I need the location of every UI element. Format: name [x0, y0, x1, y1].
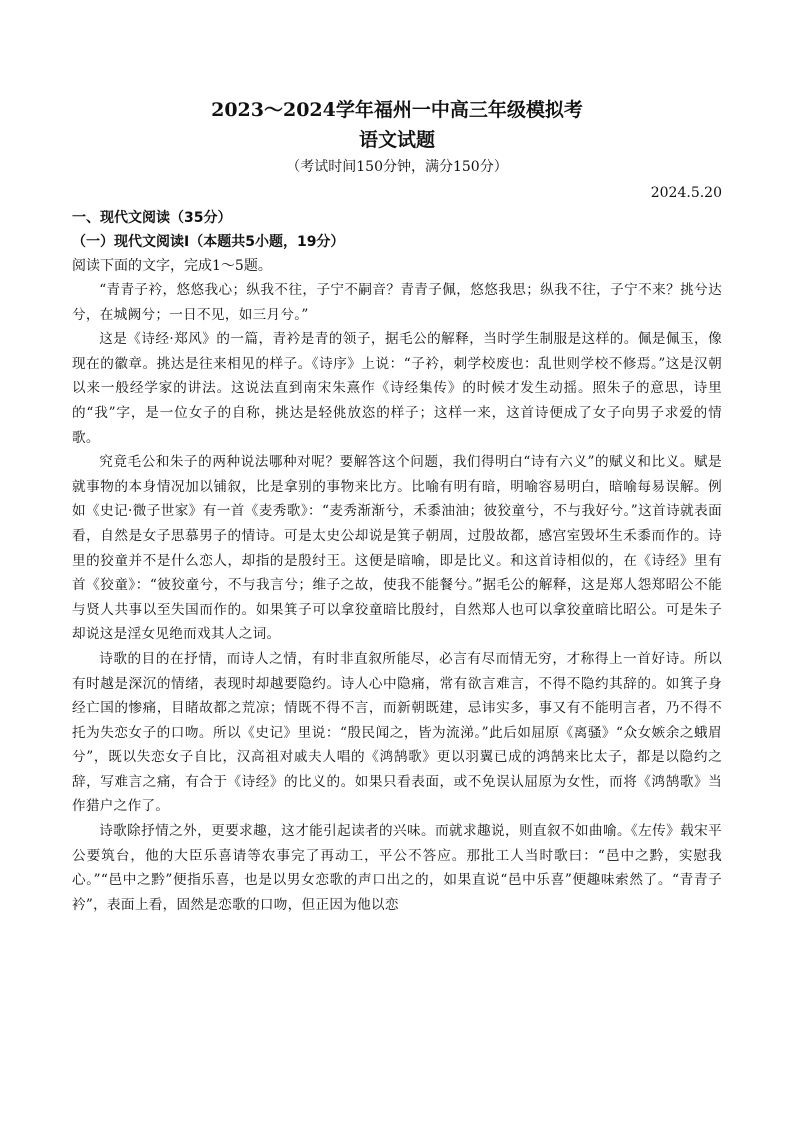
- exam-date: 2024.5.20: [650, 185, 722, 201]
- exam-time-note: （考试时间150分钟，满分150分）: [286, 159, 508, 175]
- section-heading: 一、现代文阅读（35分）: [72, 210, 232, 226]
- passage-paragraph: 这是《诗经·郑风》的一篇，青衿是青的领子，据毛公的解释，当时学生制服是这样的。佩是佩玉，像现在的徽章。挑达是往来相见的样子。《诗序》上说：“子衿，刺学校废也：乱世则学校不修焉。”这是汉朝以来一般经学家的讲法。这说法直到南宋朱熹作《诗经集传》的时候才发生动摇。照朱子的意思，诗里的“我”字，是一位女子的自称，挑达是轻佻放恣的样子；这样一来，这首诗便成了女子向男子求爱的情歌。: [72, 331, 722, 446]
- passage-paragraph: 究竟毛公和朱子的两种说法哪种对呢？要解答这个问题，我们得明白“诗有六义”的赋义和比义。赋是就事物的本身情况加以铺叙，比是拿别的事物来比方。比喻有明有暗，明喻容易明白，暗喻每易误解。例如《史记·微子世家》有一首《麦秀歌》：“麦秀渐渐兮，禾黍油油；彼狡童兮，不与我好兮。”这首诗就表面看，自然是女子思慕男子的情诗。可是太史公却说是箕子朝周，过殷故都，感宫室毁坏生禾黍而作的。诗里的狡童并不是什么恋人，却指的是殷纣王。这便是暗喻，即是比义。和这首诗相似的，在《诗经》里有首《狡童》：“彼狡童兮，不与我言兮；维子之故，使我不能餐兮。”据毛公的解释，这是郑人怨郑昭公不能与贤人共事以至失国而作的。如果箕子可以拿狡童暗比殷纣，自然郑人也可以拿狡童暗比昭公。可是朱子却说这是淫女见绝而戏其人之词。: [72, 454, 722, 643]
- document-page: [72, 96, 722, 917]
- passage-paragraph: 诗歌除抒情之外，更要求趣，这才能引起读者的兴味。而就求趣说，则直叙不如曲喻。《左传》载宋平公要筑台，他的大臣乐喜请等农事完了再动工，平公不答应。那批工人当时歌曰：“邑中之黔，实慰我心。”“邑中之黔”便指乐喜，也是以男女恋歌的声口出之的，如果直说“邑中乐喜”便趣味索然了。“青青子衿”，表面上看，固然是恋歌的口吻，但正因为他以恋: [72, 823, 722, 913]
- passage-paragraph: 诗歌的目的在抒情，而诗人之情，有时非直叙所能尽，必言有尽而情无穷，才称得上一首好诗。所以有时越是深沉的情绪，表现时却越要隐约。诗人心中隐痛，常有欲言难言，不得不隐约其辞的。如箕子身经亡国的惨痛，目睹故都之荒凉；情既不得不言，而新朝既建，忌讳实多，事又有不能明言者，乃不得不托为失恋女子的口吻。所以《史记》里说：“殷民闻之，皆为流涕。”此后如屈原《离骚》“众女嫉余之蛾眉兮”，既以失恋女子自比，汉高祖对戚夫人唱的《鸿鹄歌》更以羽翼已成的鸿鹄来比太子，都是以隐约之辞，写难言之痛，有合于《诗经》的比义的。如果只看表面，或不免误认屈原为女性，而将《鸿鹄歌》当作猎户之作了。: [72, 650, 722, 815]
- subsection-heading: （一）现代文阅读Ⅰ（本题共5小题，19分）: [72, 234, 345, 250]
- reading-passage: [72, 278, 722, 917]
- reading-instruction: 阅读下面的文字，完成1～5题。: [72, 258, 272, 274]
- exam-title: 2023～2024学年福州一中高三年级模拟考: [211, 99, 583, 121]
- passage-paragraph: “青青子衿，悠悠我心；纵我不往，子宁不嗣音？青青子佩，悠悠我思；纵我不往，子宁不来？挑兮达兮，在城阙兮；一日不见，如三月兮。”: [72, 282, 722, 323]
- exam-subtitle: 语文试题: [358, 129, 435, 151]
